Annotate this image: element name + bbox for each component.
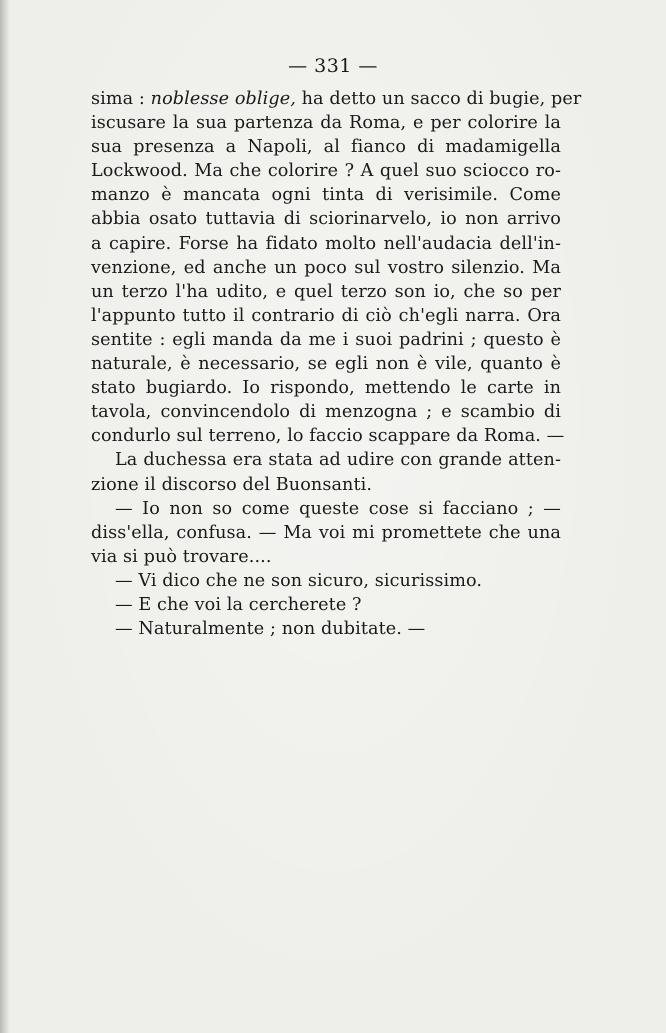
- page-spine-shadow: [0, 0, 10, 1033]
- text-line: manzo è mancata ogni tinta di verisimile. Come: [91, 185, 561, 206]
- text-line: l'appunto tutto il contrario di ciò ch'egli narra. Ora: [91, 305, 561, 326]
- text-line: sua presenza a Napoli, al fianco di madamigella: [91, 137, 561, 158]
- text-line: Lockwood. Ma che colorire ? A quel suo sciocco ro-: [91, 161, 561, 182]
- dialogue-line: — Io non so come queste cose si facciano ; —: [115, 498, 561, 519]
- text-line: via si può trovare....: [91, 546, 272, 567]
- text-line: diss'ella, confusa. — Ma voi mi promettete che una: [91, 522, 561, 543]
- text-line: zione il discorso del Buonsanti.: [91, 474, 373, 495]
- text-line: abbia osato tuttavia di sciorinarvelo, io non arrivo: [91, 209, 561, 230]
- text-line: tavola, convincendolo di menzogna ; e scambio di: [91, 402, 561, 423]
- text-line: sentite : egli manda da me i suoi padrini ; questo è: [91, 329, 561, 350]
- text-line: stato bugiardo. Io rispondo, mettendo le carte in: [91, 378, 561, 399]
- page-number: — 331 —: [288, 55, 378, 77]
- body-text: [91, 87, 582, 641]
- dialogue-line: — E che voi la cercherete ?: [115, 594, 362, 615]
- dialogue-line: — Naturalmente ; non dubitate. —: [115, 619, 426, 640]
- text-line: a capire. Forse ha fidato molto nell'audacia dell'in-: [91, 233, 561, 254]
- text-line: naturale, è necessario, se egli non è vile, quanto è: [91, 354, 561, 375]
- text-line: venzione, ed anche un poco sul vostro silenzio. Ma: [91, 257, 561, 278]
- dialogue-line: — Vi dico che ne son sicuro, sicurissimo.: [115, 570, 483, 591]
- text-line: sima : noblesse oblige, ha detto un sacco di bugie, per: [91, 89, 582, 109]
- text-line: un terzo l'ha udito, e quel terzo son io, che so per: [91, 281, 561, 302]
- text-line: condurlo sul terreno, lo faccio scappare da Roma. —: [91, 426, 565, 447]
- text-line: iscusare la sua partenza da Roma, e per colorire la: [91, 113, 561, 134]
- italic-phrase: noblesse oblige,: [150, 89, 296, 109]
- text-line: La duchessa era stata ad udire con grande atten-: [115, 450, 561, 471]
